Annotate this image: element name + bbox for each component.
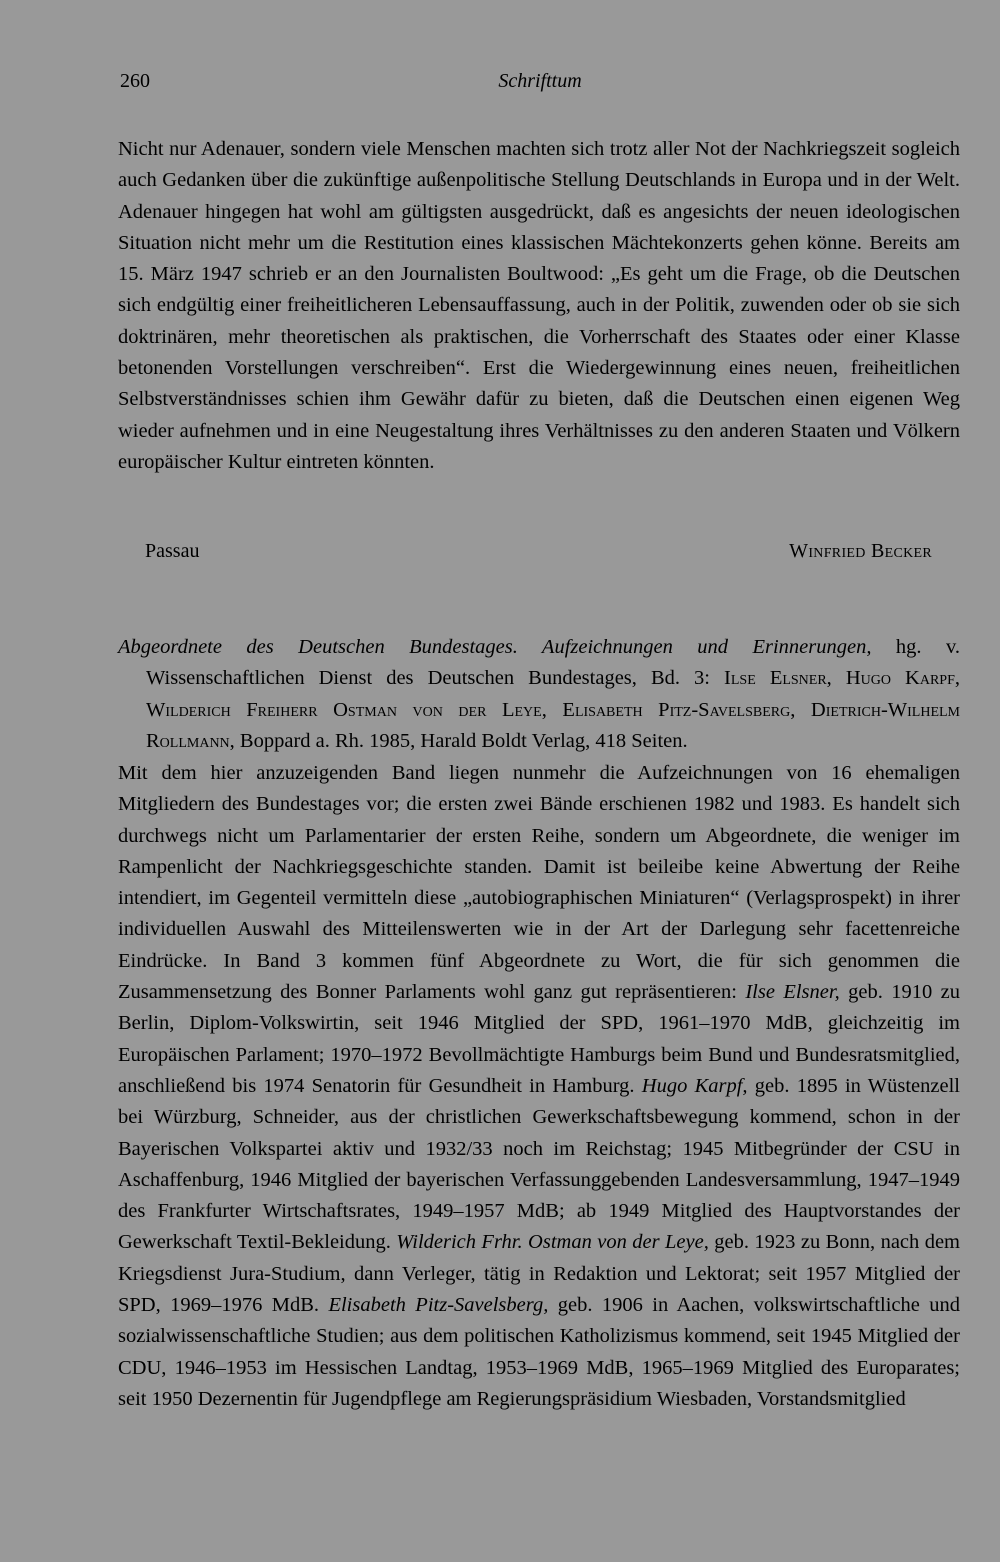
review-name-karpf: Hugo Karpf, <box>641 1074 748 1097</box>
citation-authors: Ilse Elsner, Hugo Karpf, Wilderich Freiherr Ostman von der Leye, Elisabeth Pitz-Savelsberg, Dietrich-Wilhelm Rollmann <box>146 667 960 752</box>
signature-author: Winfried Becker <box>789 540 932 562</box>
paragraph-adenauer: Nicht nur Adenauer, sondern viele Menschen machten sich trotz aller Not der Nachkriegszeit sogleich auch Gedanken über die zukünftige außenpolitische Stellung Deutschlands in Europa und in der Welt. Adenauer hingegen hat wohl am gültigsten ausgedrückt, daß es angesichts der neuen ideologischen Situation nicht mehr um die Restitution eines klassischen Mächtekonzerts gehen könne. Bereits am 15. März 1947 schrieb er an den Journalisten Boultwood: „Es geht um die Frage, ob die Deutschen sich endgültig einer freiheitlicheren Lebensauffassung, auch in der Politik, zuwenden oder ob sie sich doktrinären, mehr theoretischen als praktischen, die Vorherrschaft des Staates oder einer Klasse betonenden Vorstellungen verschreiben“. Erst die Wiedergewinnung eines neuen, freiheitlichen Selbstverständnisses schien ihm Gewähr dafür zu bieten, daß die Deutschen einen eigenen Weg wieder aufnehmen und in eine Neugestaltung ihres Verhältnisses zu den anderen Staaten und Völkern europäischer Kultur eintreten könnten. <box>118 138 960 473</box>
running-title: Schrifttum <box>498 70 582 92</box>
signature <box>145 540 932 572</box>
review-text-ostman: geb. 1923 zu Bonn, nach dem Kriegsdienst Jura-Studium, dann Verleger, tätig in Redaktion und Lektorat; seit 1957 Mitglied der SPD, 1969–1976 MdB. <box>118 1231 960 1317</box>
review-name-pitz-savelsberg: Elisabeth Pitz-Savelsberg, <box>328 1294 549 1317</box>
signature-place: Passau <box>145 540 200 562</box>
review-name-ostman: Wilderich Frhr. Ostman von der Leye, <box>396 1231 709 1254</box>
review-text-intro: Mit dem hier anzuzeigenden Band liegen nunmehr die Aufzeichnungen von 16 ehemaligen Mitgliedern des Bundestages vor; die ersten zwei Bände erschienen 1982 und 1983. Es handelt sich durchwegs nicht um Parlamentarier der ersten Reihe, sondern um Abgeordnete, die weniger im Rampenlicht der Nachkriegsgeschichte standen. Damit ist beileibe keine Abwertung der Reihe intendiert, im Gegenteil vermitteln diese „autobiographischen Miniaturen“ (Verlagsprospekt) in ihrer individuellen Auswahl des Mitteilenswerten wie in der Art der Darlegung sehr facettenreiche Eindrücke. In Band 3 kommen fünf Abgeordnete zu Wort, die für sich genommen die Zusammensetzung des Bonner Parlaments wohl ganz gut repräsentieren: <box>118 762 960 1004</box>
review-name-elsner: Ilse Elsner, <box>745 981 840 1004</box>
paragraph-review <box>118 758 960 1415</box>
review-text-karpf: geb. 1895 in Wüstenzell bei Würzburg, Schneider, aus der christlichen Gewerkschaftsbewegung kommend, schon in der Bayerischen Volkspartei aktiv und 1932/33 noch im Reichstag; 1945 Mitbegründer der CSU in Aschaffenburg, 1946 Mitglied der bayerischen Verfassunggebenden Landesversammlung, 1947–1949 des Frankfurter Wirtschaftsrates, 1949–1957 MdB; ab 1949 Mitglied des Hauptvorstandes der Gewerkschaft Textil-Bekleidung. <box>118 1074 960 1254</box>
bibliographic-citation <box>118 632 960 757</box>
page-header <box>120 70 960 100</box>
review-text-pitz-savelsberg: geb. 1906 in Aachen, volkswirtschaftliche und sozialwissenschaftliche Studien; aus dem politischen Katholizismus kommend, seit 1945 Mitglied der CDU, 1946–1953 im Hessischen Landtag, 1953–1969 MdB, 1965–1969 Mitglied des Europarates; seit 1950 Dezernentin für Jugendpflege am Regierungspräsidium Wiesbaden, Vorstandsmitglied <box>118 1294 960 1410</box>
review-text-elsner: geb. 1910 zu Berlin, Diplom-Volkswirtin, seit 1946 Mitglied der SPD, 1961–1970 MdB, gleichzeitig im Europäischen Parlament; 1970–1972 Bevollmächtigte Hamburgs beim Bund und Bundesratsmitglied, anschließend bis 1974 Senatorin für Gesundheit in Hamburg. <box>118 981 960 1097</box>
citation-editor: hg. v. Wissenschaftlichen Dienst des Deutschen Bundestages, Bd. 3: <box>146 636 960 690</box>
citation-publication: , Boppard a. Rh. 1985, Harald Boldt Verlag, 418 Seiten. <box>229 729 688 752</box>
page-number: 260 <box>120 70 150 92</box>
citation-title: Abgeordnete des Deutschen Bundestages. Aufzeichnungen und Erinnerungen, <box>118 636 872 658</box>
